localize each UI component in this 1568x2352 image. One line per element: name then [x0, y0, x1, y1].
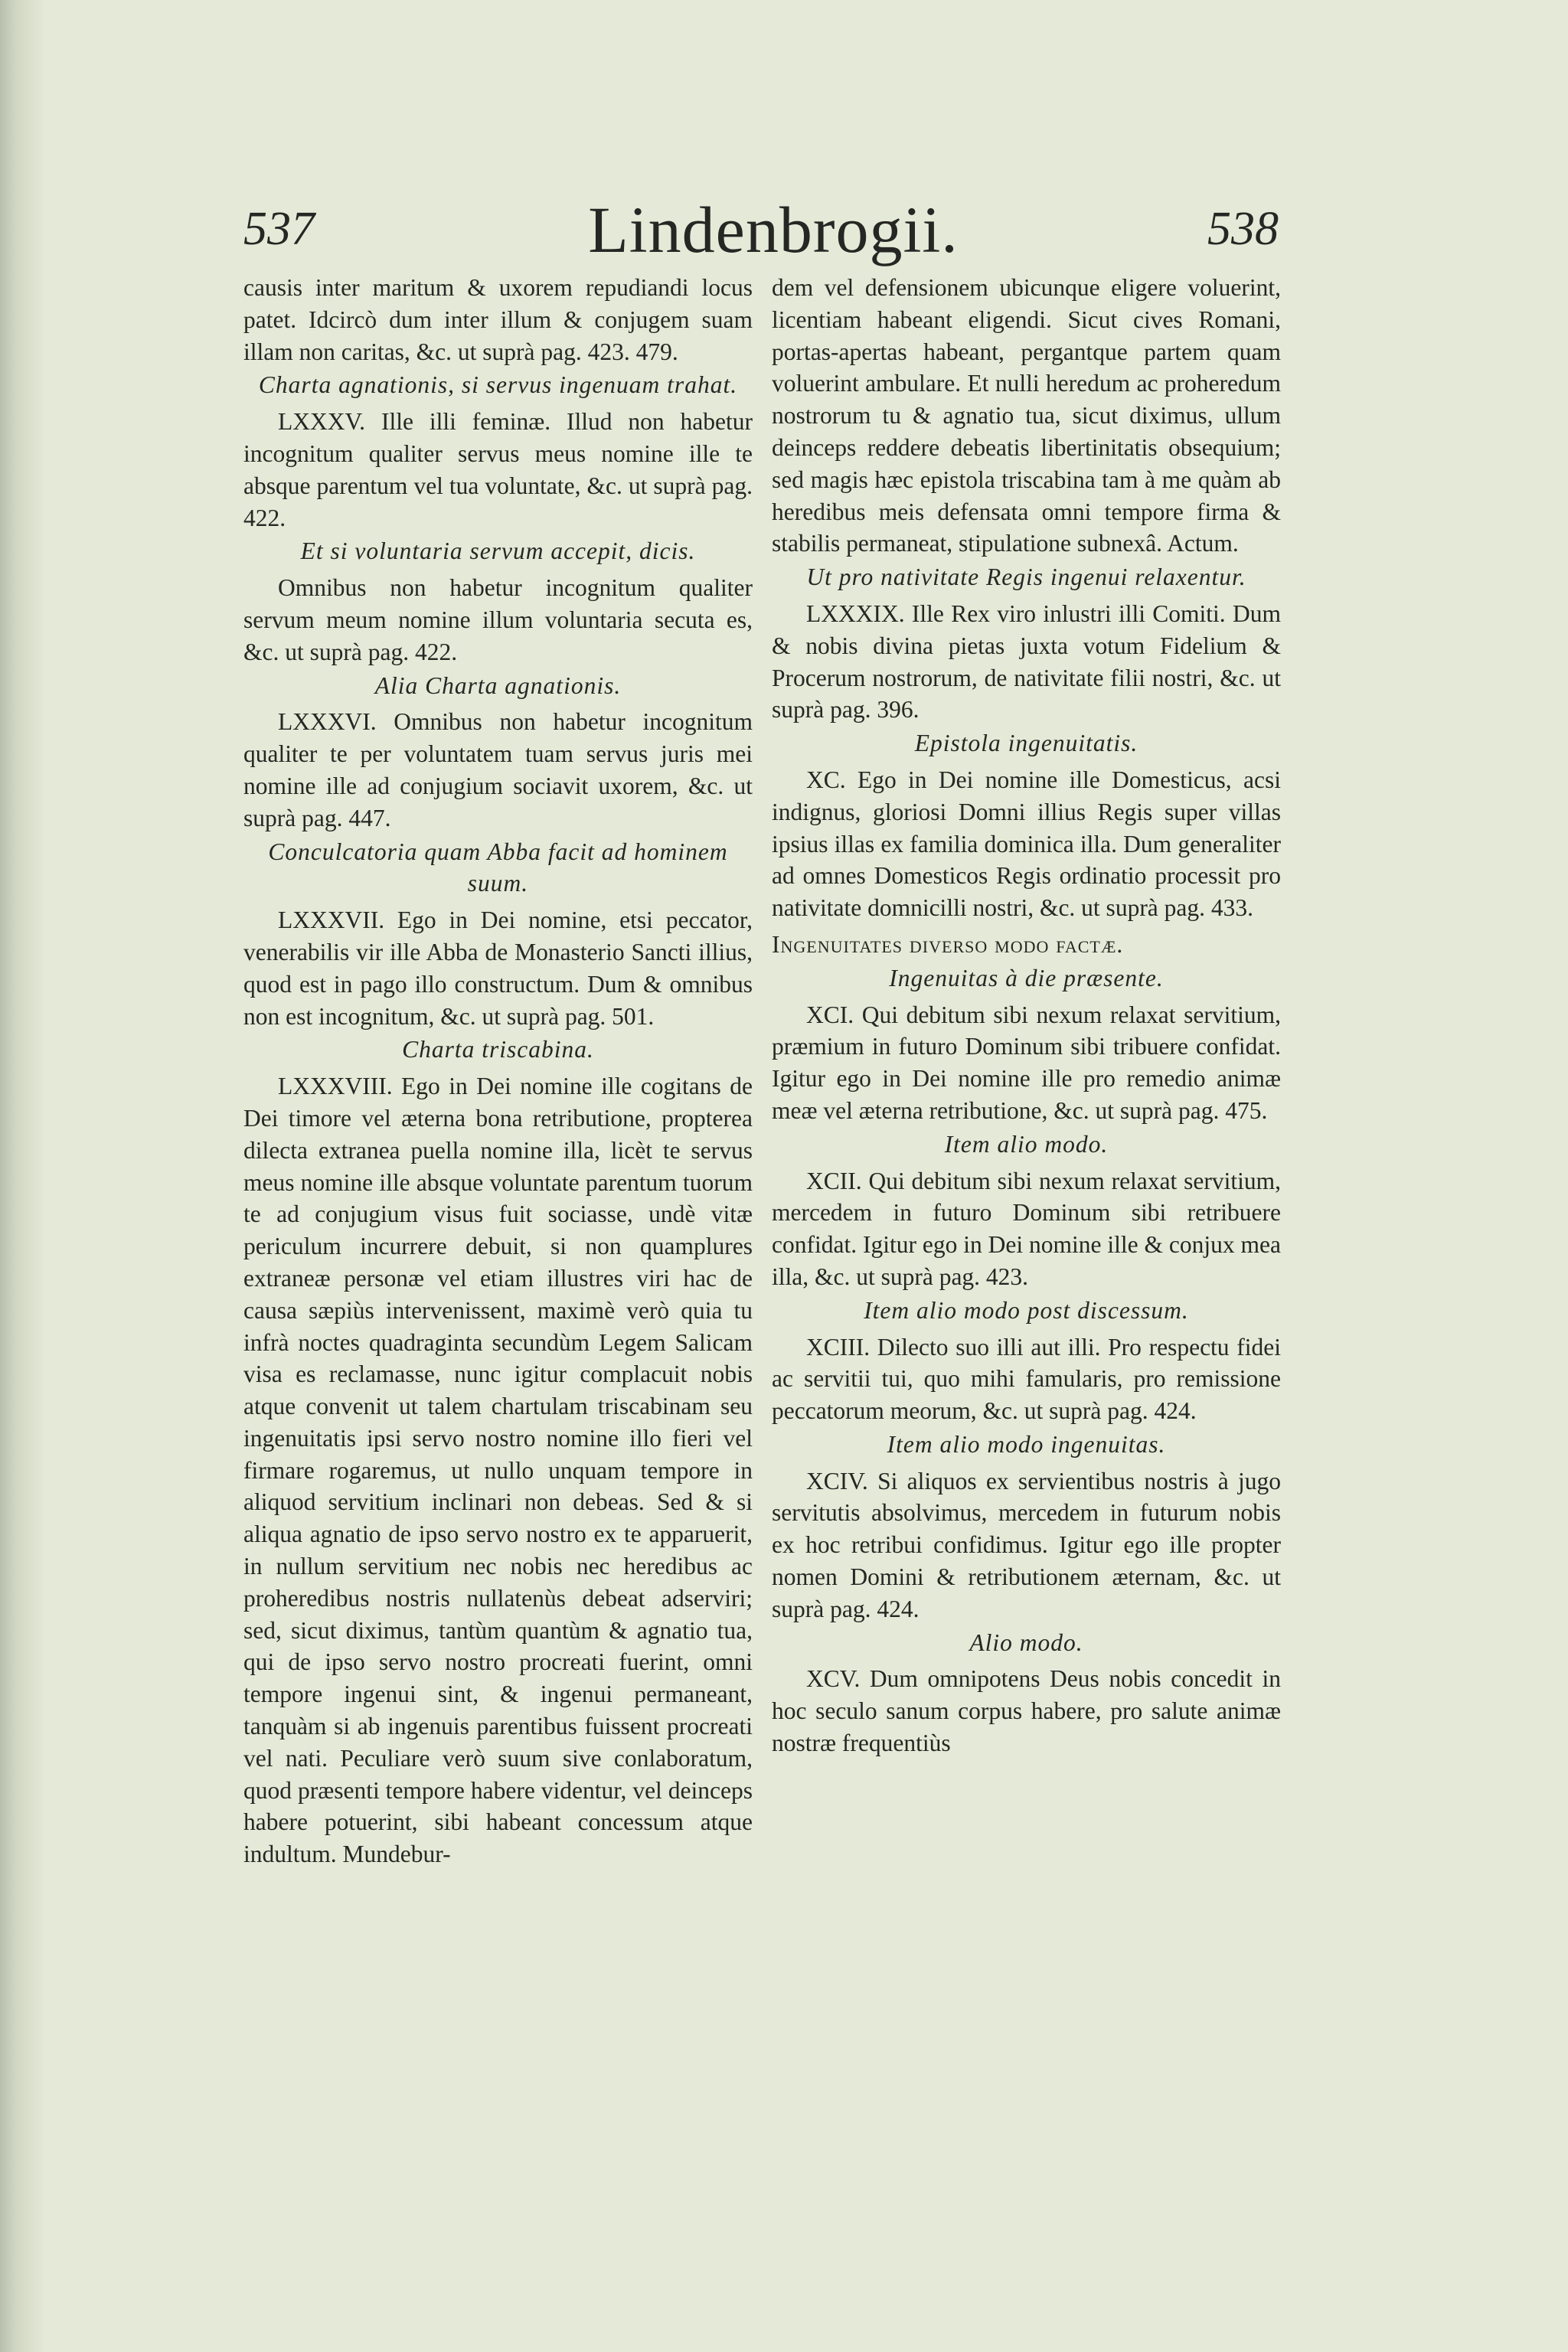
formula-paragraph: LXXXVI. Omnibus non habetur incognitum qualiter te per voluntatem tuam servus juris mei nomine ille ad conjugium sociavit uxorem, &c. ut suprà pag. 447.: [243, 708, 753, 831]
formula-paragraph: LXXXVIII. Ego in Dei nomine ille cogitans de Dei timore vel æterna bona retributione, propterea dilecta extranea puella nomine illa, licèt te servus meus nomine ille absque voluntate parentum tuorum te ad conjugium visus fuit sociasse, undè vitæ periculum incurrere debuit, si non quamplures extraneæ personæ vel etiam illustres viri hac de causa sæpiùs intervenissent, maximè verò quia tu infrà noctes quadraginta secundùm Legem Salicam visa es reclamasse, nunc igitur complacuit nobis atque convenit ut talem chartulam triscabinam seu ingenuitatis ipsi servo nostro nomine illo fieri vel firmare rogaremus, ut nullo unquam tempore in aliquod servitium inclinari non debeas. Sed & si aliqua agnatio de ipso servo nostro ex te apparuerit, in nullum servitium nec nobis nec heredibus ac proheredibus nostris nullatenùs debeat adserviri; sed, sicut diximus, tantùm quantùm & agnatio tua, qui de ipso servo nostro procreati fuerint, omni tempore ingenui sint, & ingenui permaneant, tanquàm si ab ingenuis parentibus fuissent procreati vel nati. Peculiare verò suum sive conlaboratum, quod præsenti tempore habere videntur, vel deinceps habere potuerint, sibi habeant concessum atque indultum. Mundebur-: [243, 1073, 753, 1868]
running-header: [0, 191, 1568, 276]
section-heading: Item alio modo post discessum.: [864, 1296, 1189, 1324]
section-heading: Alia Charta agnationis.: [374, 671, 622, 699]
section-heading: Ut pro nativitate Regis ingenui relaxentur.: [806, 564, 1246, 591]
chapter-heading: Ingenuitates diverso modo factæ.: [772, 930, 1124, 958]
section-heading: Conculcatoria quam Abba facit ad hominem suum.: [268, 838, 728, 897]
paragraph-continuation: causis inter maritum & uxorem repudiandi locus patet. Idcircò dum inter illum & conjugem suam illam non caritas, &c. ut suprà pag. 423. 479.: [243, 274, 753, 365]
section-heading: Item alio modo.: [944, 1130, 1109, 1158]
section-heading: Item alio modo ingenuitas.: [887, 1430, 1166, 1458]
section-heading: Ingenuitas à die præsente.: [889, 964, 1164, 991]
page-number-left: 537: [243, 203, 315, 255]
page-gutter-shadow: [0, 0, 46, 2352]
formula-paragraph: XCI. Qui debitum sibi nexum relaxat servitium, præmium in futuro Dominum sibi tribuere confidat. Igitur ego in Dei nomine ille pro remedio animæ meæ vel æterna retributione, &c. ut suprà pag. 475.: [772, 1001, 1281, 1124]
formula-paragraph: XC. Ego in Dei nomine ille Domesticus, acsi indignus, gloriosi Domni illius Regis super villas ipsius illas ex familia dominica illa. Dum generaliter ad omnes Domesticos Regis ordinatio processit pro nativitate domnicilli nostri, &c. ut suprà pag. 433.: [772, 766, 1281, 922]
formula-paragraph: XCIV. Si aliquos ex servientibus nostris à jugo servitutis absolvimus, mercedem in futurum nobis ex hoc retribui confidimus. Igitur ego ille propter nomen Domini & retributionem æternam, &c. ut suprà pag. 424.: [772, 1467, 1281, 1622]
right-column: [772, 272, 1281, 1759]
paragraph-continuation: dem vel defensionem ubicunque eligere voluerint, licentiam habeant eligendi. Sicut cives Romani, portas-apertas habeant, pergantque partem quam voluerint ambulare. Et nulli heredum ac proheredum nostrorum tu & agnatio tua, sicut diximus, ullum deinceps reddere debeatis libertinitatis obsequium; sed magis hæc epistola triscabina tam à me quàm ab heredibus meis defensata omni tempore firma & stabilis permaneat, stipulatione subnexâ. Actum.: [772, 274, 1281, 557]
section-heading: Charta triscabina.: [402, 1036, 594, 1063]
section-heading: Charta agnationis, si servus ingenuam trahat.: [258, 371, 738, 399]
formula-paragraph: LXXXIX. Ille Rex viro inlustri illi Comiti. Dum & nobis divina pietas juxta votum Fidelium & Procerum nostrorum, de nativitate filii nostri, &c. ut suprà pag. 396.: [772, 599, 1281, 724]
formula-paragraph: LXXXV. Ille illi feminæ. Illud non habetur incognitum qualiter servus meus nomine ille te absque parentum vel tua voluntate, &c. ut suprà pag. 422.: [243, 408, 753, 531]
section-heading: Et si voluntaria servum accepit, dicis.: [300, 537, 696, 565]
formula-paragraph: XCV. Dum omnipotens Deus nobis concedit in hoc seculo sanum corpus habere, pro salute animæ nostræ frequentiùs: [772, 1665, 1281, 1757]
section-heading: Epistola ingenuitatis.: [914, 730, 1138, 757]
formula-paragraph: Omnibus non habetur incognitum qualiter servum meum nomine illum voluntaria secuta es, &c. ut suprà pag. 422.: [243, 574, 753, 665]
section-heading: Alio modo.: [969, 1628, 1083, 1656]
formula-paragraph: XCII. Qui debitum sibi nexum relaxat servitium, mercedem in futuro Dominum sibi retribuere confidat. Igitur ego in Dei nomine ille & conjux mea illa, &c. ut suprà pag. 423.: [772, 1167, 1281, 1290]
formula-paragraph: XCIII. Dilecto suo illi aut illi. Pro respectu fidei ac servitii tui, quo mihi famularis, pro remissione peccatorum meorum, &c. ut suprà pag. 424.: [772, 1333, 1281, 1425]
left-column: [243, 272, 753, 1870]
formula-paragraph: LXXXVII. Ego in Dei nomine, etsi peccator, venerabilis vir ille Abba de Monasterio Sancti illius, quod est in pago illo constructum. Dum & omnibus non est incognitum, &c. ut suprà pag. 501.: [243, 906, 753, 1030]
running-title: Lindenbrogii.: [588, 193, 959, 266]
page-number-right: 538: [1207, 203, 1279, 255]
